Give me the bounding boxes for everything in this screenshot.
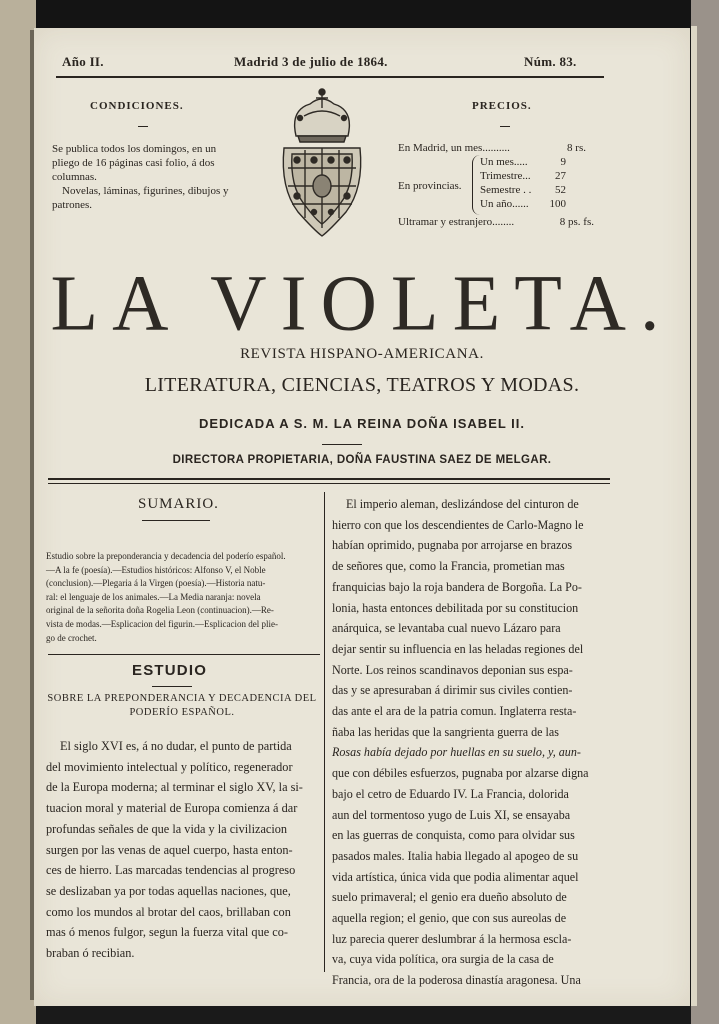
right-column-line: franquicias bajo la roja bandera de Borgoña. La Po- (332, 579, 582, 594)
right-column-line: das y se apresuraban á dirimir sus civiles contien- (332, 683, 573, 698)
estudio-line: del movimiento intelectual y político, regenerador (46, 759, 293, 774)
date-label: Madrid 3 de julio de 1864. (234, 54, 388, 69)
sumario-line: —A la fe (poesía).—Estudios históricos: Alfonso V, el Noble (46, 564, 266, 575)
estudio-line: como los mundos al brotar del caos, brillaban con (46, 904, 291, 919)
price-madrid-label: En Madrid, un mes.......... (398, 142, 510, 154)
sumario-line: go de crochet. (46, 632, 97, 643)
right-column-line: que con débiles esfuerzos, pugnaba por alzarse digna (332, 766, 589, 781)
conditions-line: pliego de 16 páginas casi folio, á dos (52, 157, 215, 169)
price-row (480, 198, 590, 212)
issue-number: Núm. 83. (524, 54, 577, 69)
estudio-line: de la Europa moderna; al terminar el siglo XV, la si- (46, 780, 303, 795)
conditions-dash (138, 126, 148, 127)
price-madrid-value: 8 rs. (567, 142, 586, 154)
estudio-subtitle-line: SOBRE LA PREPONDERANCIA Y DECADENCIA DEL (47, 693, 317, 704)
scan-right-page-edge (691, 26, 697, 1006)
masthead-rule-bottom (48, 483, 610, 484)
right-column-line: Francia, ora de la poderosa dinastía aragonesa. Una (332, 973, 581, 988)
right-column-line: ñaba las heridas que la sangrienta guerra de las (332, 724, 559, 739)
right-column-line: Norte. Los reinos scandinavos deponian sus espa- (332, 662, 573, 677)
price-row (480, 184, 590, 198)
prices-title: PRECIOS. (472, 100, 532, 112)
right-column-line: pasados males. Italia habia llegado al apogeo de su (332, 848, 579, 863)
year-label: Año II. (62, 54, 104, 69)
estudio-line: profundas señales de que la vida y la civilizacion (46, 821, 288, 836)
sumario-line: original de la señorita doña Rogelia Leon (continuacion).—Re- (46, 605, 274, 616)
estudio-body (46, 736, 318, 964)
right-column-line: Rosas había dejado por huellas en su suelo, y, aun- (332, 745, 581, 760)
sumario-title: SUMARIO. (138, 496, 219, 512)
conditions-line: Novelas, láminas, figurines, dibujos y (62, 185, 229, 197)
conditions-title: CONDICIONES. (90, 100, 184, 112)
price-row (480, 170, 590, 184)
provincias-list (480, 156, 590, 212)
price-row-value: 52 (555, 184, 566, 196)
conditions-text (52, 142, 262, 212)
price-row-value: 9 (560, 156, 566, 168)
estudio-subtitle-line: PODERÍO ESPAÑOL. (129, 707, 235, 718)
estudio-line: braban ó recibian. (46, 946, 135, 961)
right-column-line: dejar sentir su influencia en las heladas regiones del (332, 641, 584, 656)
sumario-line: vista de modas.—Esplicacion del figurin.—Esplicacion del plie- (46, 618, 278, 629)
right-column-line: de señores que, como la Francia, prometian mas (332, 559, 565, 574)
right-column-line: va, cuya vida política, ora surgia de la casa de (332, 952, 554, 967)
right-column-line: aun del tormentoso yugo de Luis XI, se ensayaba (332, 807, 571, 822)
right-column-line: das ante el ara de la patria comun. Inglaterra resta- (332, 704, 577, 719)
right-column-line: lonia, hasta entonces debilitada por su constitucion (332, 600, 579, 615)
header-rule (56, 76, 604, 78)
conditions-line: patrones. (52, 199, 93, 211)
masthead-director: DIRECTORA PROPIETARIA, DOÑA FAUSTINA SAEZ DE MELGAR. (172, 454, 552, 466)
price-row (480, 156, 590, 170)
price-row-label: Trimestre... (480, 170, 531, 182)
sumario-text (46, 550, 318, 645)
right-column-line: hierro con que los descendientes de Carlo-Magno le (332, 517, 584, 532)
price-row-label: Un año...... (480, 198, 529, 210)
price-row-value: 100 (549, 198, 566, 210)
estudio-line: surgen por las venas de aquel cuerpo, hasta enton- (46, 842, 293, 857)
right-column-line: El imperio aleman, deslizándose del cinturon de (346, 497, 579, 511)
price-row-value: 27 (555, 170, 566, 182)
price-ultramar-label: Ultramar y estranjero........ (398, 216, 515, 228)
right-column-line: anárquica, se levantaba cual nuevo Lázaro para (332, 621, 561, 636)
sumario-line: Estudio sobre la preponderancia y decadencia del poderío español. (46, 551, 286, 561)
right-column-line: en las guerras de conquista, como para olvidar sus (332, 828, 575, 843)
masthead-rule-top (48, 478, 610, 480)
estudio-line: tuacion moral y material de Europa comienza á dar (46, 801, 298, 816)
masthead-subtitle: REVISTA HISPANO-AMERICANA. (240, 346, 484, 362)
masthead-title: LA VIOLETA. (50, 258, 674, 347)
right-column-line: vida artística, única vida que podia alimentar aquel (332, 869, 579, 884)
sumario-line: ral: el lenguaje de los animales.—La Media naranja: novela (46, 591, 261, 602)
right-column-line: aquella region; el genio, que con sus aureolas de (332, 911, 567, 926)
right-column-body (332, 494, 612, 991)
column-divider (324, 492, 325, 972)
prices-dash (500, 126, 510, 127)
estudio-subtitle (46, 692, 318, 720)
price-ultramar-value: 8 ps. fs. (559, 216, 594, 228)
price-row-label: Semestre . . (480, 184, 532, 196)
right-column-line: luz parecia querer deslumbrar á la hermosa escla- (332, 931, 572, 946)
scan-top-edge (0, 0, 719, 28)
price-provincias-label: En provincias. (398, 180, 462, 192)
sumario-rule (142, 520, 210, 521)
estudio-line: mas ó menos fulgor, segun la fuerza vital que co- (46, 925, 288, 940)
estudio-title: ESTUDIO (132, 662, 208, 679)
dedication-rule (322, 444, 362, 445)
estudio-line: se deslizaban ya por todas aquellas naciones, que, (46, 883, 291, 898)
newspaper-page (34, 28, 690, 1006)
sumario-line: (conclusion).—Plegaria á la Virgen (poesía).—Historia natu- (46, 578, 266, 589)
estudio-line: ces de hierro. Las marcadas tendencias al progreso (46, 863, 296, 878)
estudio-title-rule (152, 686, 192, 687)
masthead-dedication: DEDICADA A S. M. LA REINA DOÑA ISABEL II. (198, 416, 526, 431)
right-column-line: bajo el cetro de Eduardo IV. La Francia, dolorida (332, 786, 569, 801)
right-column-line: habían oprimido, pugnaba por arrojarse en brazos (332, 538, 573, 553)
right-column-line: suelo primaveral; el genio era dueño absoluto de (332, 890, 567, 905)
estudio-line: El siglo XVI es, á no dudar, el punto de partida (60, 739, 292, 753)
sumario-bottom-rule (48, 654, 320, 655)
masthead-topics: LITERATURA, CIENCIAS, TEATROS Y MODAS. (144, 374, 580, 396)
price-row-label: Un mes..... (480, 156, 528, 168)
royal-coat-of-arms-emblem (270, 88, 374, 240)
conditions-line: Se publica todos los domingos, en un (52, 143, 217, 155)
price-row-madrid (398, 142, 598, 156)
conditions-line: columnas. (52, 171, 97, 183)
price-row-ultramar (398, 216, 598, 230)
